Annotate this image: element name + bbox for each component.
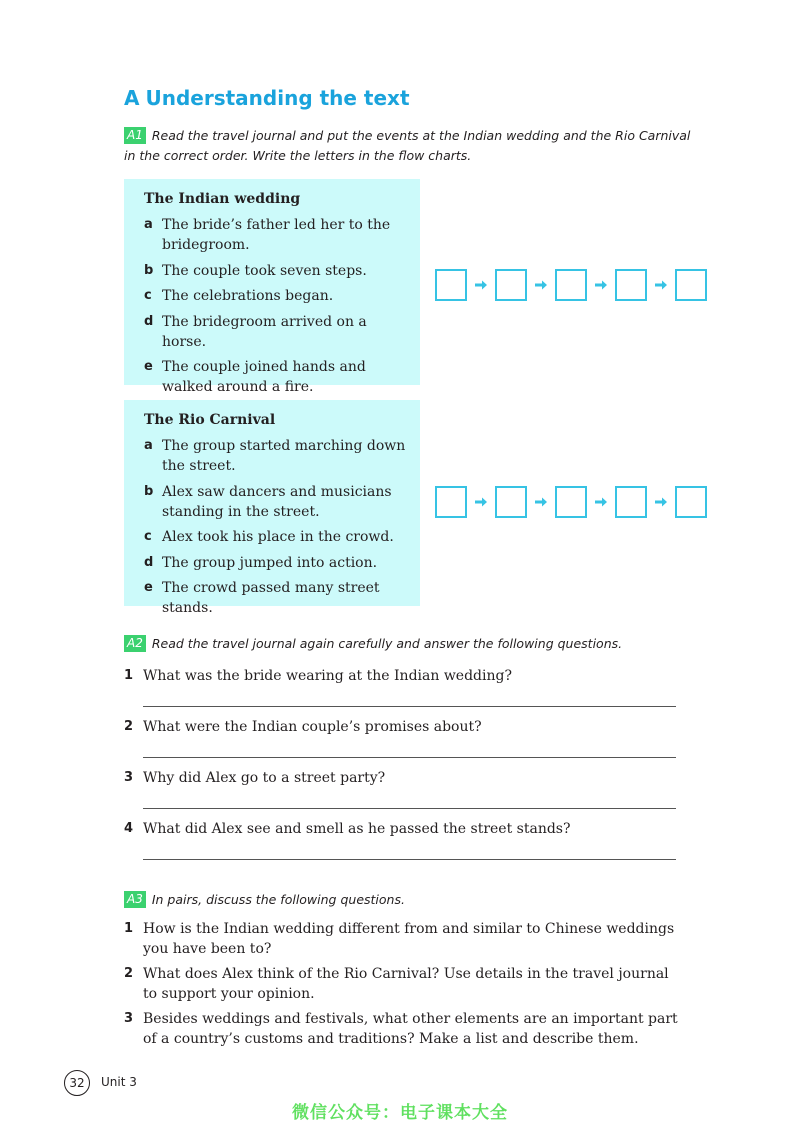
question-number: 4	[124, 821, 134, 836]
a2-question	[124, 666, 684, 686]
question-number: 2	[124, 966, 134, 981]
arrow-right-icon	[467, 278, 495, 292]
question-text: How is the Indian wedding different from and similar to Chinese weddings you have been to?	[143, 921, 675, 957]
item-letter: b	[144, 483, 154, 499]
item-letter: b	[144, 262, 154, 278]
indian-wedding-title: The Indian wedding	[144, 191, 301, 207]
a1-instruction-text: Read the travel journal and put the events at the Indian wedding and the Rio Carnival in the correct order. Write the letters in the flow charts.	[124, 128, 691, 163]
item-letter: e	[144, 580, 153, 595]
a2-question	[124, 819, 684, 839]
list-item	[124, 919, 684, 959]
list-item	[124, 717, 684, 737]
item-text: Alex saw dancers and musicians standing in the street.	[162, 483, 392, 520]
question-text: Besides weddings and festivals, what other elements are an important part of a country’s customs and traditions? Make a list and describe them.	[143, 1011, 678, 1047]
question-number: 2	[124, 719, 134, 734]
a1-instruction	[124, 126, 694, 166]
question-number: 3	[124, 770, 134, 785]
list-item	[124, 964, 684, 1004]
item-text: The celebrations began.	[162, 288, 334, 304]
a2-instruction-text: Read the travel journal again carefully and answer the following questions.	[151, 636, 623, 651]
arrow-right-icon	[527, 495, 555, 509]
flowchart-answer-box[interactable]	[495, 269, 527, 301]
flowchart-answer-box[interactable]	[675, 486, 707, 518]
list-item	[144, 527, 414, 547]
task-tag-a2: A2	[124, 635, 146, 652]
arrow-right-icon	[467, 495, 495, 509]
list-item	[144, 312, 414, 352]
a2-question	[124, 717, 684, 737]
section-heading	[124, 86, 410, 110]
list-item	[144, 357, 414, 397]
question-text: What was the bride wearing at the Indian wedding?	[143, 668, 512, 684]
unit-label: Unit 3	[101, 1075, 137, 1089]
list-item	[144, 286, 414, 306]
watermark: 微信公众号：电子课本大全	[292, 1103, 508, 1123]
page-number: 32	[64, 1070, 90, 1096]
list-item	[144, 436, 414, 476]
answer-line[interactable]	[143, 808, 676, 809]
item-text: The bride’s father led her to the bridegroom.	[162, 217, 391, 253]
item-letter: d	[144, 554, 154, 570]
arrow-right-icon	[587, 495, 615, 509]
task-tag-a1: A1	[124, 127, 146, 144]
item-letter: d	[144, 313, 154, 329]
a2-instruction	[124, 634, 694, 654]
rio-carnival-list	[144, 436, 414, 618]
list-item	[124, 1009, 684, 1049]
flowchart-answer-box[interactable]	[495, 486, 527, 518]
item-text: The group started marching down the street.	[162, 438, 406, 474]
a3-instruction-text: In pairs, discuss the following questions.	[151, 892, 405, 907]
item-text: The group jumped into action.	[162, 554, 378, 571]
item-text: The couple joined hands and walked around a fire.	[162, 359, 366, 395]
a2-question	[124, 768, 684, 788]
item-letter: c	[144, 529, 152, 544]
item-text: The crowd passed many street stands.	[162, 580, 380, 616]
question-text: Why did Alex go to a street party?	[143, 770, 386, 786]
item-letter: c	[144, 288, 152, 303]
list-item	[144, 578, 414, 618]
arrow-right-icon	[527, 278, 555, 292]
list-item	[124, 819, 684, 839]
arrow-right-icon	[647, 495, 675, 509]
flowchart-answer-box[interactable]	[615, 269, 647, 301]
answer-line[interactable]	[143, 859, 676, 860]
a3-question-list	[124, 919, 684, 1049]
list-item	[144, 261, 414, 281]
section-title: Understanding the text	[145, 86, 410, 110]
arrow-right-icon	[587, 278, 615, 292]
flowchart-answer-box[interactable]	[435, 269, 467, 301]
rio-carnival-flowchart	[435, 486, 707, 518]
answer-line[interactable]	[143, 706, 676, 707]
item-letter: e	[144, 359, 153, 374]
list-item	[144, 553, 414, 573]
indian-wedding-box	[124, 179, 420, 395]
item-text: The couple took seven steps.	[162, 262, 367, 279]
list-item	[124, 666, 684, 686]
a3-instruction	[124, 890, 694, 910]
list-item	[124, 768, 684, 788]
question-text: What does Alex think of the Rio Carnival? Use details in the travel journal to support your opinion.	[143, 966, 669, 1002]
flowchart-answer-box[interactable]	[435, 486, 467, 518]
indian-wedding-flowchart	[435, 269, 707, 301]
item-text: Alex took his place in the crowd.	[162, 529, 394, 545]
flowchart-answer-box[interactable]	[615, 486, 647, 518]
flowchart-answer-box[interactable]	[675, 269, 707, 301]
question-text: What did Alex see and smell as he passed the street stands?	[143, 821, 571, 837]
task-tag-a3: A3	[124, 891, 146, 908]
section-letter: A	[124, 86, 140, 110]
question-text: What were the Indian couple’s promises about?	[143, 719, 482, 735]
list-item	[144, 482, 414, 522]
indian-wedding-list	[144, 215, 414, 397]
answer-line[interactable]	[143, 757, 676, 758]
rio-carnival-box	[124, 400, 420, 616]
flowchart-answer-box[interactable]	[555, 269, 587, 301]
question-number: 3	[124, 1011, 134, 1026]
item-letter: a	[144, 217, 153, 232]
question-number: 1	[124, 668, 134, 683]
list-item	[144, 215, 414, 255]
rio-carnival-title: The Rio Carnival	[144, 412, 276, 428]
item-letter: a	[144, 438, 153, 453]
question-number: 1	[124, 921, 134, 936]
arrow-right-icon	[647, 278, 675, 292]
item-text: The bridegroom arrived on a horse.	[162, 313, 367, 350]
flowchart-answer-box[interactable]	[555, 486, 587, 518]
